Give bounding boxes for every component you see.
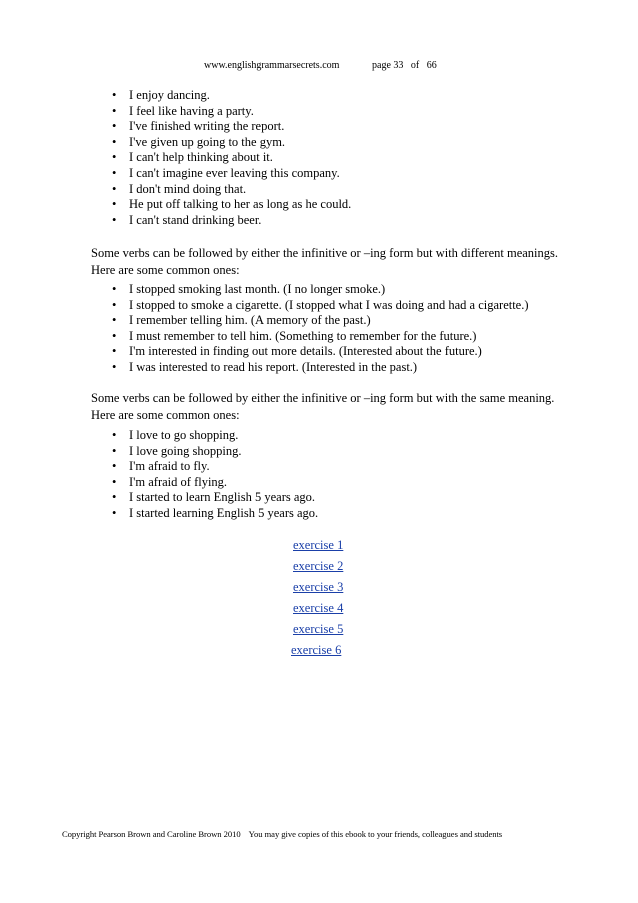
bullet-icon: • (112, 212, 117, 227)
bullet-icon: • (112, 459, 117, 474)
list-item: • I can't stand drinking beer. (112, 212, 262, 227)
header-site-url: www.englishgrammarsecrets.com (204, 60, 340, 71)
bullet-icon: • (112, 119, 117, 134)
list-item: • I remember telling him. (A memory of the past.) (112, 313, 371, 328)
exercise-3-link[interactable]: exercise 3 (293, 580, 344, 594)
bullet-icon: • (112, 150, 117, 165)
list-item: • I'm afraid of flying. (112, 474, 228, 489)
bullet-icon: • (112, 344, 117, 359)
bullet-icon: • (112, 313, 117, 328)
bullet-icon: • (112, 88, 117, 102)
list-item: • I was interested to read his report. (Interested in the past.) (112, 359, 418, 374)
bullet-icon: • (112, 443, 117, 458)
list-item: • I can't help thinking about it. (112, 150, 273, 165)
exercise-2-link[interactable]: exercise 2 (293, 559, 344, 573)
exercise-5-link[interactable]: exercise 5 (293, 622, 344, 636)
bullet-icon: • (112, 181, 117, 196)
bullet-icon: • (112, 359, 117, 374)
bullet-icon: • (112, 505, 117, 520)
header-page-number: page 33 of 66 (372, 60, 437, 71)
bullet-icon: • (112, 282, 117, 296)
list-item: • I've given up going to the gym. (112, 134, 286, 149)
list-item: • I feel like having a party. (112, 103, 254, 118)
list-item: • I stopped smoking last month. (I no longer smoke.) (112, 282, 386, 296)
bullet-icon: • (112, 134, 117, 149)
list-item: • He put off talking to her as long as he could. (112, 197, 352, 212)
bullet-icon: • (112, 297, 117, 312)
bullet-icon: • (112, 428, 117, 442)
exercise-6-link[interactable]: exercise 6 (291, 643, 342, 657)
bullet-icon: • (112, 474, 117, 489)
bullet-icon: • (112, 328, 117, 343)
bullet-icon: • (112, 490, 117, 505)
list-item: • I must remember to tell him. (Something to remember for the future.) (112, 328, 477, 343)
page-footer: Copyright Pearson Brown and Caroline Brown 2010 You may give copies of this ebook to your friends, colleagues and students (62, 829, 503, 839)
bullet-icon: • (112, 165, 117, 180)
list-item: • I enjoy dancing. (112, 88, 210, 102)
exercise-4-link[interactable]: exercise 4 (293, 601, 344, 615)
list-item: • I started to learn English 5 years ago. (112, 490, 316, 505)
bullet-icon: • (112, 103, 117, 118)
gerund-examples-list (112, 88, 351, 228)
same-meaning-examples-list (112, 428, 318, 522)
paragraph-same-meaning: Some verbs can be followed by either the infinitive or –ing form but with the same meaning. Here are some common ones: (91, 391, 555, 422)
list-item: • I don't mind doing that. (112, 181, 247, 196)
exercise-1-link[interactable]: exercise 1 (293, 538, 344, 552)
list-item: • I love going shopping. (112, 443, 242, 458)
list-item: • I can't imagine ever leaving this company. (112, 165, 340, 180)
list-item: • I've finished writing the report. (112, 119, 285, 134)
bullet-icon: • (112, 197, 117, 212)
different-meaning-examples-list (112, 282, 529, 376)
list-item: • I'm interested in finding out more details. (Interested about the future.) (112, 344, 482, 359)
paragraph-different-meanings: Some verbs can be followed by either the infinitive or –ing form but with different meanings. Here are some common ones: (91, 246, 559, 277)
list-item: • I stopped to smoke a cigarette. (I stopped what I was doing and had a cigarette.) (112, 297, 529, 312)
list-item: • I started learning English 5 years ago. (112, 505, 319, 520)
list-item: • I'm afraid to fly. (112, 459, 210, 474)
list-item: • I love to go shopping. (112, 428, 239, 442)
